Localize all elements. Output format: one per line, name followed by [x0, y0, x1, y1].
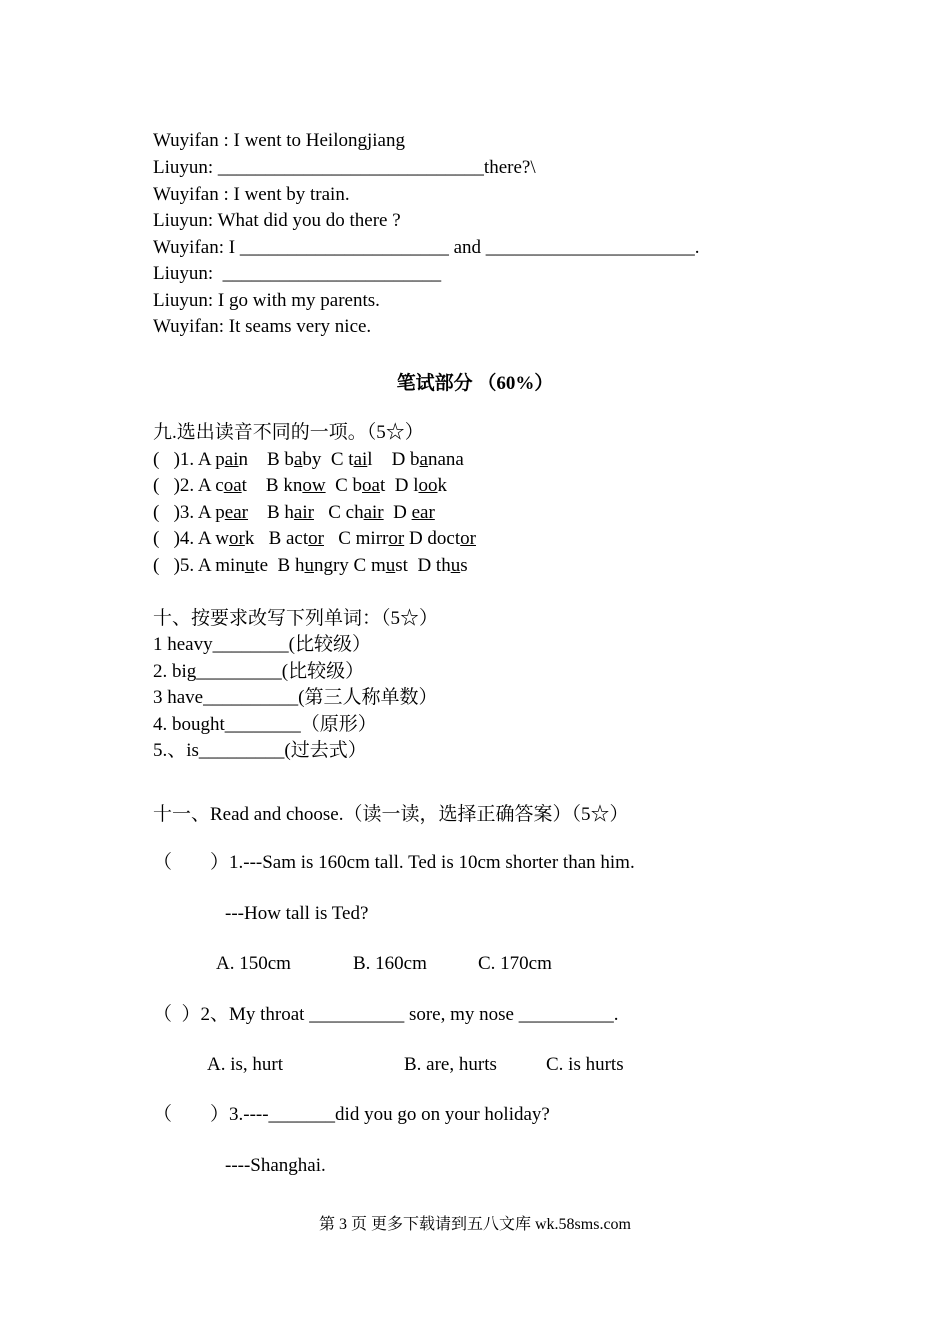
dialogue-line-2: Liuyun: ____________________________there?\: [153, 157, 536, 178]
section11-q1-option-c: C. 170cm: [478, 953, 552, 974]
section11-question-1: （ ）1.---Sam is 160cm tall. Ted is 10cm shorter than him.: [153, 852, 635, 873]
dialogue-line-7: Liuyun: I go with my parents.: [153, 290, 380, 311]
section10-item-3: 3 have__________(第三人称单数）: [153, 687, 438, 708]
dialogue-line-1: Wuyifan : I went to Heilongjiang: [153, 130, 405, 151]
section11-question-3: （ ）3.----_______did you go on your holiday?: [153, 1104, 550, 1125]
dialogue-line-6: Liuyun: _______________________: [153, 263, 442, 284]
section11-heading: 十一、Read and choose.（读一读，选择正确答案）（5☆）: [153, 804, 629, 825]
page-footer: 第 3 页 更多下载请到五八文库 wk.58sms.com: [318, 1216, 631, 1233]
dialogue-line-4: Liuyun: What did you do there ?: [153, 210, 401, 231]
section9-question-3: ( )3. A pear B hair C chair D ear: [153, 502, 435, 523]
section10-item-5: 5.、is_________(过去式）: [153, 740, 367, 761]
section-title-written: 笔试部分 （60%）: [396, 373, 554, 394]
section11-q2-option-c: C. is hurts: [546, 1054, 624, 1075]
dialogue-line-5: Wuyifan: I ______________________ and ______________________.: [153, 237, 700, 258]
section10-item-4: 4. bought________（原形）: [153, 714, 377, 735]
section9-question-4: ( )4. A work B actor C mirror D doctor: [153, 528, 476, 549]
section9-heading: 九.选出读音不同的一项。（5☆）: [153, 422, 424, 443]
section10-heading: 十、按要求改写下列单词：（5☆）: [153, 608, 439, 629]
section9-question-2: ( )2. A coat B know C boat D look: [153, 475, 447, 496]
section10-item-2: 2. big_________(比较级）: [153, 661, 365, 682]
section10-item-1: 1 heavy________(比较级）: [153, 634, 371, 655]
section11-q1-option-b: B. 160cm: [353, 953, 427, 974]
dialogue-line-8: Wuyifan: It seams very nice.: [153, 316, 372, 337]
section9-question-5: ( )5. A minute B hungry C must D thus: [153, 555, 468, 576]
section11-question-2: （ ）2、My throat __________ sore, my nose __________.: [153, 1004, 619, 1025]
dialogue-line-3: Wuyifan : I went by train.: [153, 184, 350, 205]
section11-q2-option-b: B. are, hurts: [404, 1054, 497, 1075]
section11-question-1-sub: ---How tall is Ted?: [225, 903, 369, 924]
section11-q2-option-a: A. is, hurt: [207, 1054, 283, 1075]
section11-question-3-sub: ----Shanghai.: [225, 1155, 326, 1176]
section11-q1-option-a: A. 150cm: [216, 953, 291, 974]
section9-question-1: ( )1. A pain B baby C tail D banana: [153, 449, 464, 470]
